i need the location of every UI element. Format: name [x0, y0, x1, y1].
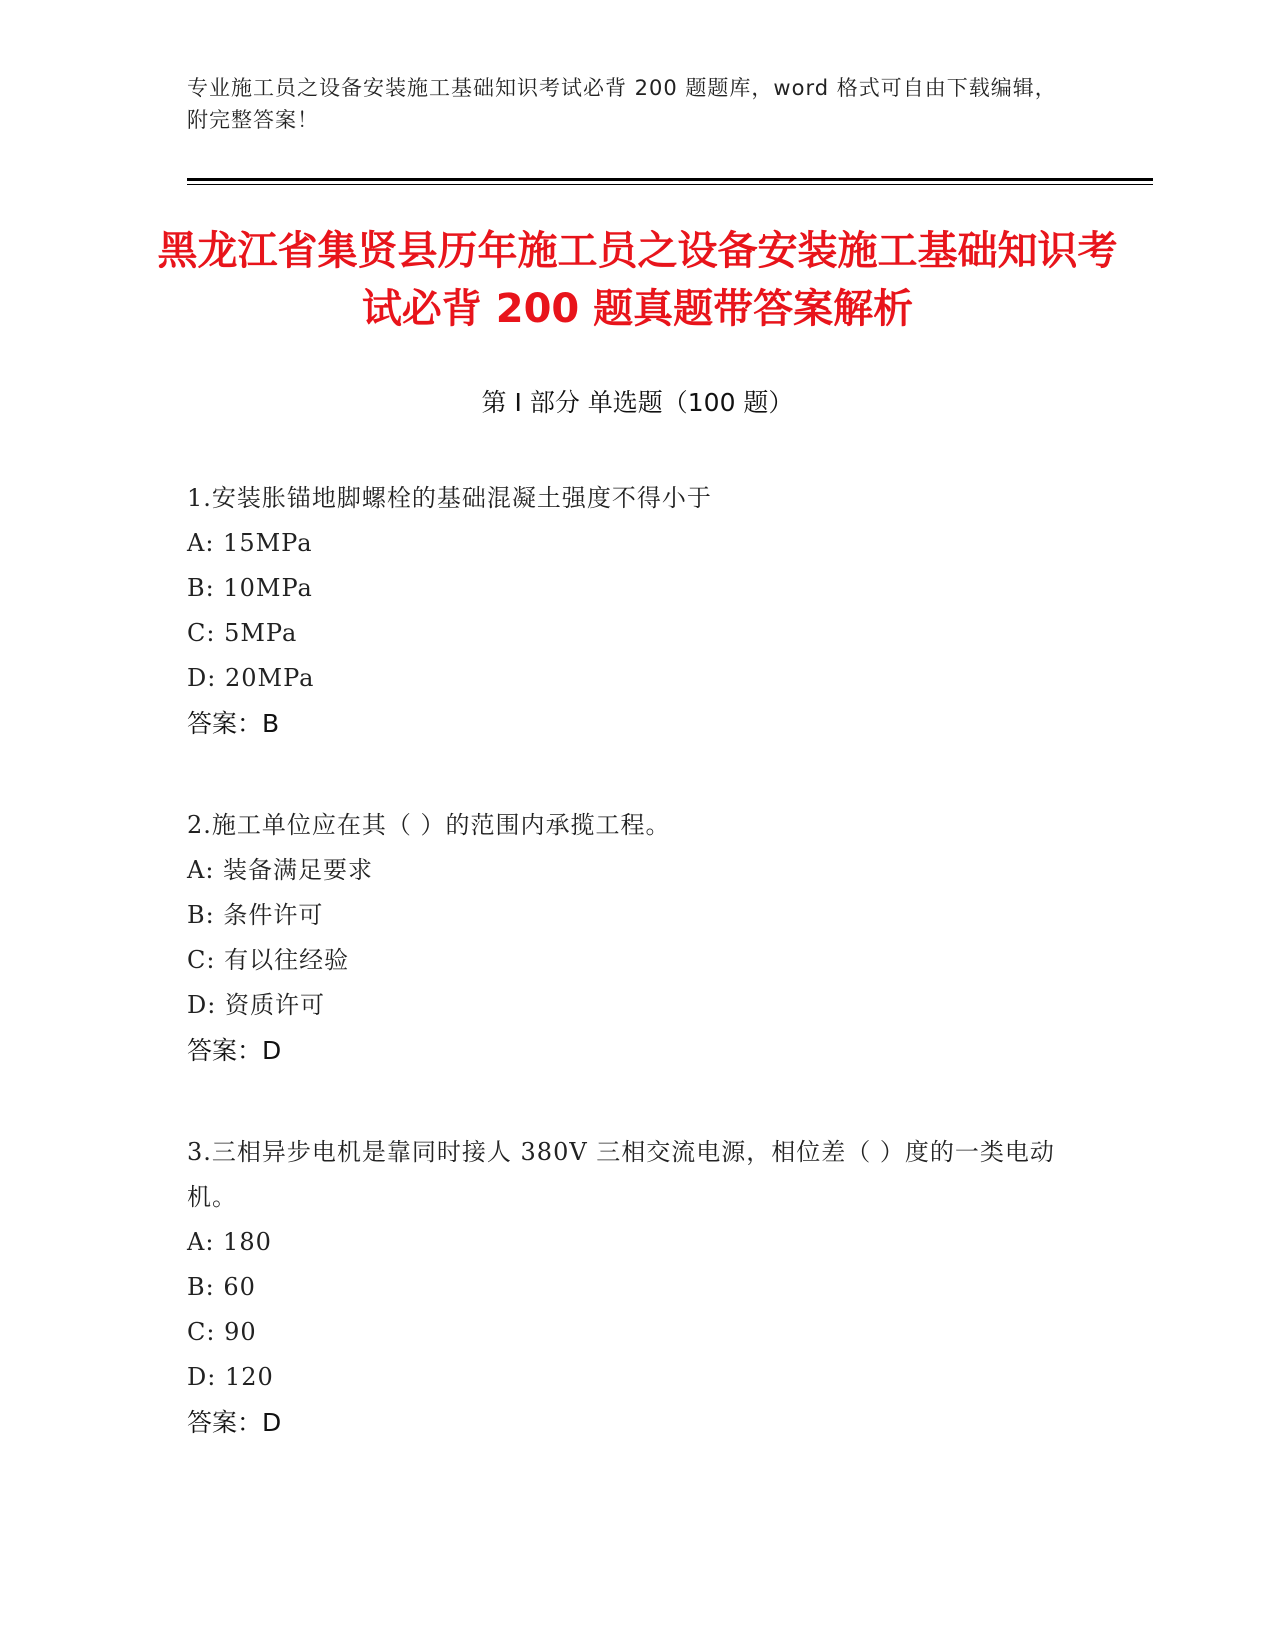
option-d: D: 20MPa	[187, 664, 315, 692]
option-d: D: 资质许可	[187, 991, 325, 1019]
question-3	[187, 1130, 1087, 1445]
option-c: C: 有以往经验	[187, 946, 350, 974]
header-note: 专业施工员之设备安装施工基础知识考试必背 200 题题库，word 格式可自由下载编辑，附完整答案！	[187, 76, 1057, 132]
option-b: B: 10MPa	[187, 574, 313, 602]
header-rule-thick	[187, 178, 1153, 181]
question-text: 3.三相异步电机是靠同时接人 380V 三相交流电源，相位差（ ）度的一类电动机。	[187, 1138, 1055, 1211]
question-list	[187, 476, 1087, 1502]
answer-label: 答案：B	[187, 709, 280, 738]
option-a: A: 装备满足要求	[187, 856, 374, 884]
option-c: C: 5MPa	[187, 619, 298, 647]
document-title: 黑龙江省集贤县历年施工员之设备安装施工基础知识考试必背 200 题真题带答案解析	[157, 228, 1118, 332]
option-b: B: 60	[187, 1273, 256, 1301]
question-1	[187, 476, 1087, 746]
option-d: D: 120	[187, 1363, 274, 1391]
option-c: C: 90	[187, 1318, 257, 1346]
section-heading: 第 I 部分 单选题（100 题）	[481, 388, 794, 417]
answer-label: 答案：D	[187, 1036, 282, 1065]
question-text: 2.施工单位应在其（ ）的范围内承揽工程。	[187, 811, 671, 839]
option-a: A: 15MPa	[187, 529, 313, 557]
question-text: 1.安装胀锚地脚螺栓的基础混凝土强度不得小于	[187, 484, 712, 512]
option-a: A: 180	[187, 1228, 272, 1256]
answer-label: 答案：D	[187, 1408, 282, 1437]
header-rule-thin	[187, 184, 1153, 185]
option-b: B: 条件许可	[187, 901, 324, 929]
question-2	[187, 803, 1087, 1073]
